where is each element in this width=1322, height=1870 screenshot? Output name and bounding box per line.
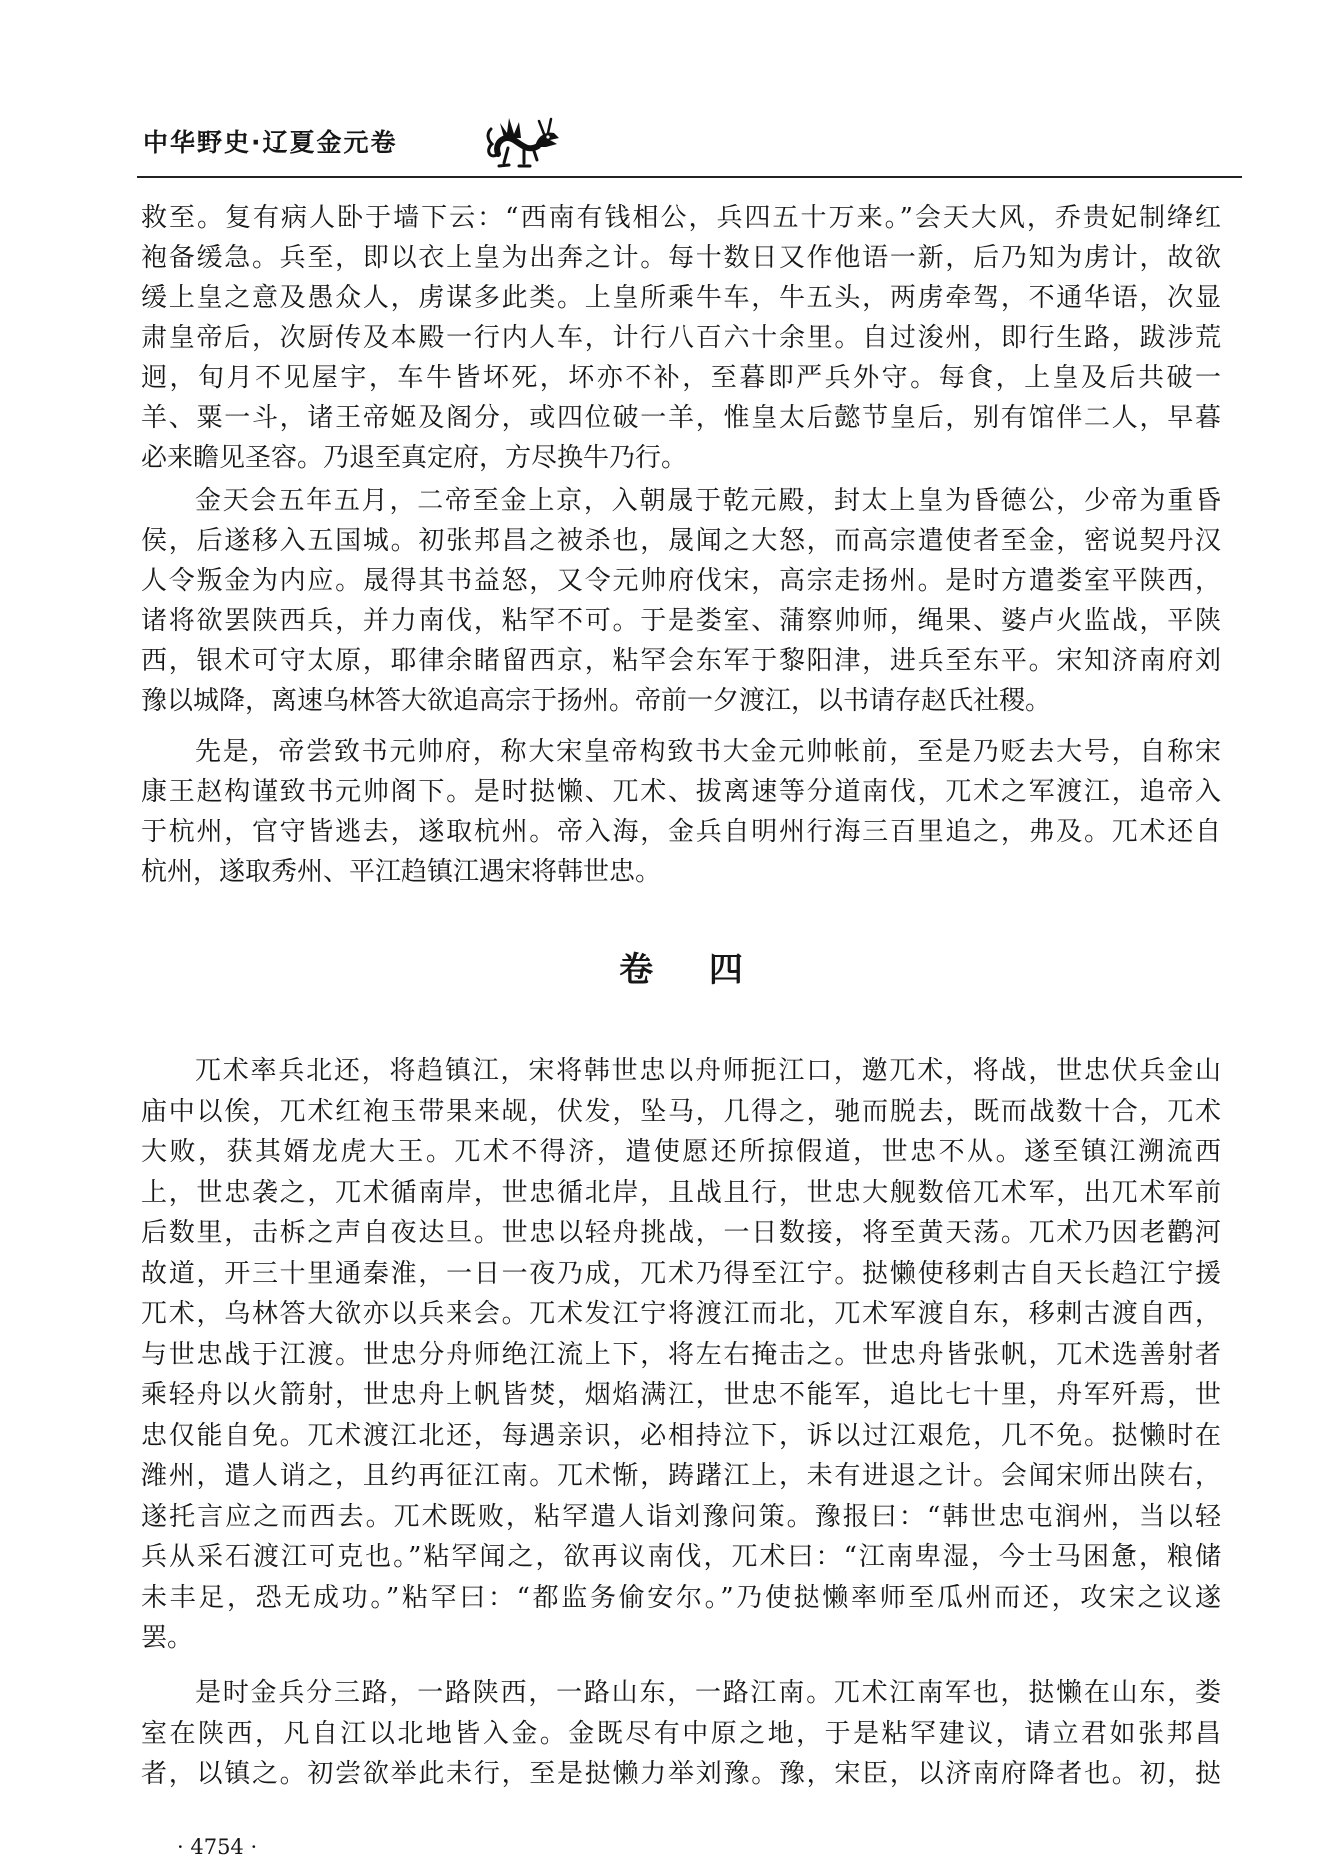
text-line: 人令叛金为内应。晟得其书益怒，又令元帅府伐宋，高宗走扬州。是时方遣娄室平陕西， — [141, 566, 1221, 596]
text-line: 救至。复有病人卧于墙下云：“西南有钱相公，兵四五十万来。”会天大风，乔贵妃制绛红 — [141, 203, 1221, 233]
text-line: 罢。 — [141, 1623, 194, 1653]
text-line: 必来瞻见圣容。乃退至真定府，方尽换牛乃行。 — [141, 443, 688, 473]
text-line: 康王赵构谨致书元帅阁下。是时挞懒、兀术、拔离速等分道南伐，兀术之军渡江，追帝入 — [141, 777, 1221, 807]
text-line: 诸将欲罢陕西兵，并力南伐，粘罕不可。于是娄室、蒲察帅师，绳果、婆卢火监战，平陕 — [141, 606, 1221, 636]
text-line: 侯，后遂移入五国城。初张邦昌之被杀也，晟闻之大怒，而高宗遣使者至金，密说契丹汉 — [141, 526, 1221, 556]
text-line: 故道，开三十里通秦淮，一日一夜乃成，兀术乃得至江宁。挞懒使移剌古自天长趋江宁援 — [141, 1258, 1221, 1289]
text-line: 遂托言应之而西去。兀术既败，粘罕遣人诣刘豫问策。豫报曰：“韩世忠屯润州，当以轻 — [141, 1501, 1221, 1532]
text-line: 兀术，乌林答大欲亦以兵来会。兀术发江宁将渡江而北，兀术军渡自东，移剌古渡自西， — [141, 1299, 1221, 1329]
text-line: 兵从采石渡江可克也。”粘罕闻之，欲再议南伐，兀术曰：“江南卑湿，今士马困惫，粮储 — [141, 1542, 1221, 1572]
paragraph — [141, 198, 1221, 478]
text-line: 大败，获其婿龙虎大王。兀术不得济，遣使愿还所掠假道，世忠不从。遂至镇江溯流西 — [141, 1137, 1221, 1167]
text-line: 忠仅能自免。兀术渡江北还，每遇亲识，必相持泣下，诉以过江艰危，几不免。挞懒时在 — [141, 1420, 1221, 1451]
page-number: · 4754 · — [177, 1835, 258, 1859]
text-line: 者，以镇之。初尝欲举此未行，至是挞懒力举刘豫。豫，宋臣，以济南府降者也。初，挞 — [141, 1759, 1221, 1789]
text-line: 袍备缓急。兵至，即以衣上皇为出奔之计。每十数日又作他语一新，后乃知为虏计，故欲 — [141, 243, 1221, 273]
text-line: 杭州，遂取秀州、平江趋镇江遇宋将韩世忠。 — [141, 857, 662, 887]
text-line: 庙中以俟，兀术红袍玉带果来觇，伏发，坠马，几得之，驰而脱去，既而战数十合，兀术 — [141, 1096, 1221, 1127]
text-line: 金天会五年五月，二帝至金上京，入朝晟于乾元殿，封太上皇为昏德公，少帝为重昏 — [195, 486, 1221, 516]
text-line: 豫以城降，离速乌林答大欲追高宗于扬州。帝前一夕渡江，以书请存赵氏社稷。 — [141, 686, 1052, 716]
text-line: 先是，帝尝致书元帅府，称大宋皇帝构致书大金元帅帐前，至是乃贬去大号，自称宋 — [195, 737, 1221, 767]
dragon-icon — [484, 110, 560, 170]
text-line: 兀术率兵北还，将趋镇江，宋将韩世忠以舟师扼江口，邀兀术，将战，世忠伏兵金山 — [195, 1056, 1221, 1086]
header-rule — [137, 176, 1242, 178]
text-line: 与世忠战于江渡。世忠分舟师绝江流上下，将左右掩击之。世忠舟皆张帆，兀术选善射者 — [141, 1339, 1221, 1370]
text-line: 西，银术可守太原，耶律余睹留西京，粘罕会东军于黎阳津，进兵至东平。宋知济南府刘 — [141, 646, 1221, 676]
text-line: 迥，旬月不见屋宇，车牛皆坏死，坏亦不补，至暮即严兵外守。每食，上皇及后共破一 — [141, 363, 1221, 393]
text-line: 后数里，击柝之声自夜达旦。世忠以轻舟挑战，一日数接，将至黄天荡。兀术乃因老鹳河 — [141, 1218, 1221, 1248]
text-line: 室在陕西，凡自江以北地皆入金。金既尽有中原之地，于是粘罕建议，请立君如张邦昌 — [141, 1718, 1221, 1749]
paragraph — [141, 1051, 1221, 1659]
text-line: 乘轻舟以火箭射，世忠舟上帆皆焚，烟焰满江，世忠不能军，追比七十里，舟军歼焉，世 — [141, 1380, 1221, 1410]
text-line: 于杭州，官守皆逃去，遂取杭州。帝入海，金兵自明州行海三百里追之，弗及。兀术还自 — [141, 817, 1221, 847]
text-line: 缓上皇之意及愚众人，虏谋多此类。上皇所乘牛车，牛五头，两虏牵驾，不通华语，次显 — [141, 283, 1221, 313]
text-line: 肃皇帝后，次厨传及本殿一行内人车，计行八百六十余里。自过浚州，即行生路，跋涉荒 — [141, 323, 1221, 353]
running-header-title: 中华野史·辽夏金元卷 — [143, 128, 398, 157]
text-line: 是时金兵分三路，一路陕西，一路山东，一路江南。兀术江南军也，挞懒在山东，娄 — [195, 1678, 1221, 1708]
paragraph — [141, 1673, 1221, 1795]
text-line: 上，世忠袭之，兀术循南岸，世忠循北岸，且战且行，世忠大舰数倍兀术军，出兀术军前 — [141, 1177, 1221, 1208]
paragraph — [141, 481, 1221, 721]
chapter-heading: 卷 四 — [619, 950, 743, 990]
text-line: 羊、粟一斗，诸王帝姬及阁分，或四位破一羊，惟皇太后懿节皇后，别有馆伴二人，早暮 — [141, 403, 1221, 433]
text-line: 未丰足，恐无成功。”粘罕曰：“都监务偷安尔。”乃使挞懒率师至瓜州而还，攻宋之议遂 — [141, 1582, 1221, 1613]
text-line: 潍州，遣人诮之，且约再征江南。兀术惭，踌躇江上，未有进退之计。会闻宋师出陕右， — [141, 1461, 1221, 1491]
paragraph — [141, 732, 1221, 892]
